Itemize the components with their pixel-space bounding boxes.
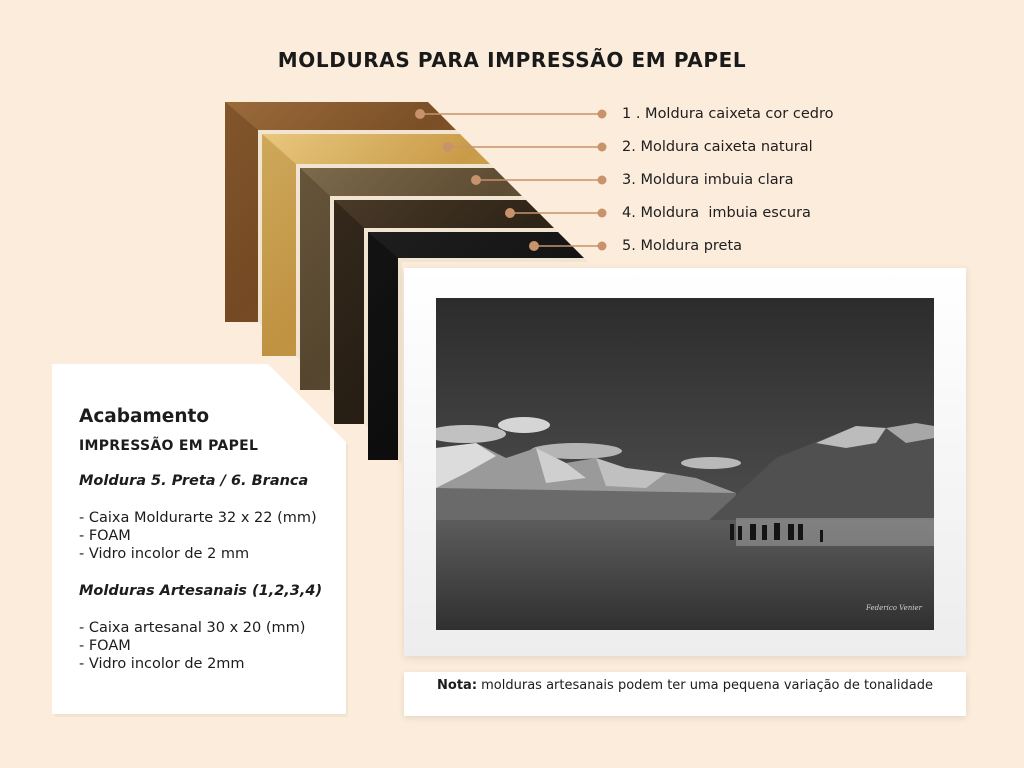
card-group2-item-2: - FOAM	[79, 638, 131, 654]
note-text	[404, 678, 966, 693]
card-group1-title: Moldura 5. Preta / 6. Branca	[79, 473, 309, 489]
card-group1-item-1: - Caixa Moldurarte 32 x 22 (mm)	[79, 510, 317, 526]
card-group2-item-3: - Vidro incolor de 2mm	[79, 656, 245, 672]
note-body: molduras artesanais podem ter uma pequena variação de tonalidade	[477, 678, 933, 693]
frame-label-5: 5. Moldura preta	[622, 238, 743, 254]
svg-text:Federico Venier: Federico Venier	[866, 604, 922, 612]
frame-label-2: 2. Moldura caixeta natural	[622, 139, 813, 155]
card-group2-item-1: - Caixa artesanal 30 x 20 (mm)	[79, 620, 306, 636]
note-label: Nota:	[437, 678, 478, 693]
card-subheading: IMPRESSÃO EM PAPEL	[79, 438, 259, 454]
connector-1	[415, 109, 607, 119]
card-group1-item-3: - Vidro incolor de 2 mm	[79, 546, 250, 562]
card-group1-item-2: - FOAM	[79, 528, 131, 544]
note-box	[404, 672, 966, 716]
landscape-photo	[436, 298, 934, 630]
card-heading: Acabamento	[79, 406, 210, 427]
page-title: MOLDURAS PARA IMPRESSÃO EM PAPEL	[277, 48, 747, 72]
frame-label-1: 1 . Moldura caixeta cor cedro	[622, 106, 834, 122]
frame-label-3: 3. Moldura imbuia clara	[622, 172, 794, 188]
card-group2-title: Molduras Artesanais (1,2,3,4)	[79, 583, 323, 599]
frame-label-4: 4. Moldura imbuia escura	[622, 205, 811, 221]
